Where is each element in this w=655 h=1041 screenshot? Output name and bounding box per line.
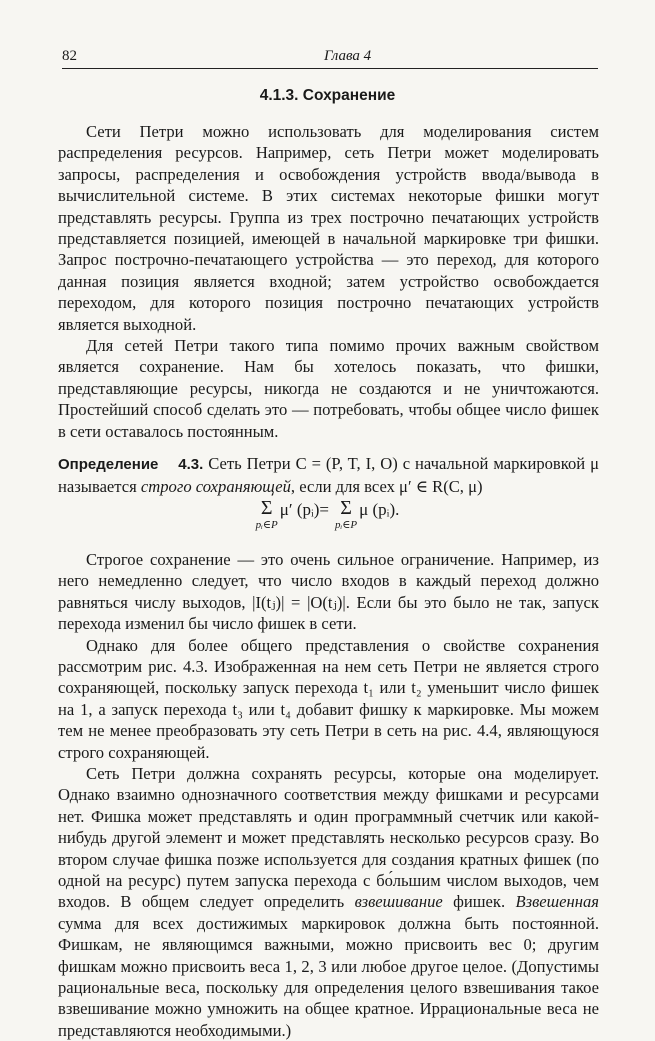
definition-paragraph (58, 453, 599, 497)
formula-right-term: μ (pᵢ). (359, 499, 400, 519)
paragraph-1: Сети Петри можно использовать для моделирования систем распределения ресурсов. Например, сеть Петри может моделировать запросы, распределения и освобождения устройств ввода/вывода в вычислительной системе. В этих системах некоторые фишки могут представлять ресурсы. Группа из трех построчно печатающих устройств представляется позицией, имеющей в начальной маркировке три фишки. Запрос построчно-печатающего устройства — это переход, для которого данная позиция является входной; затем устройство освобождается переходом, для которого позиция построчно печатающих устройств является выходной. (58, 122, 599, 334)
definition-label: Определение (58, 456, 159, 474)
formula-left-term: μ′ (pᵢ)= (279, 499, 330, 519)
definition-text-2: , если для всех μ′ ∈ R(C, μ) (290, 476, 483, 496)
page-header (62, 46, 598, 69)
definition-text-1: Сеть Петри C = (P, T, I, O) с начальной маркировкой μ называется (58, 454, 600, 496)
sum-left (255, 496, 278, 531)
conservation-formula (58, 496, 599, 547)
page-number: 82 (62, 48, 77, 64)
paragraph-4: Однако для более общего представления о свойстве сохранения рассмотрим рис. 4.3. Изображенная на нем сеть Петри не является строго сохраняющей, поскольку запуск перехода t₁ или t₂ уменьшит число фишек на 1, а запуск перехода t₃ или t₄ добавит фишку к маркировке. Мы можем тем не менее преобразовать эту сеть Петри в сеть на рис. 4.4, являющуюся строго сохраняющей. (58, 635, 599, 762)
section-title: 4.1.3. Сохранение (259, 87, 396, 104)
paragraph-5-part-2: фишек. (442, 892, 516, 912)
sigma-symbol: Σ (340, 496, 352, 519)
chapter-title: Глава 4 (324, 48, 372, 64)
paragraph-5-part-1: Сеть Петри должна сохранять ресурсы, которые она моделирует. Однако взаимно однозначного соответствия между фишками и ресурсами нет. Фишка может представлять и один программный счетчик или какой-нибудь другой элемент и может представлять несколько ресурсов сразу. Во втором случае фишка позже используется для создания кратных фишек (по одной на ресурс) путем запуска перехода с бо́льшим числом выходов, чем входов. В общем следует определить (58, 763, 599, 912)
definition-number: 4.3. (178, 456, 204, 474)
sum-right (335, 496, 358, 531)
paragraph-5 (58, 763, 599, 1041)
sum-subscript-left: pᵢ∈P (255, 518, 278, 531)
paragraph-5-part-3: сумма для всех достижимых маркировок должна быть постоянной. Фишкам, не являющимся важными, можно присвоить вес 0; другим фишкам можно присвоить веса 1, 2, 3 или любое другое целое. (Допустимы рациональные веса, поскольку для определения целого взвешивания такое взвешивание можно умножить на общее кратное. Иррациональные веса не представляются необходимыми.) (58, 913, 599, 1040)
body-text (58, 121, 599, 1041)
sigma-symbol: Σ (260, 496, 273, 519)
sum-subscript-right: pᵢ∈P (335, 518, 358, 531)
emphasis-weighted: Взвешенная (515, 892, 599, 912)
definition-term: строго сохраняющей (140, 476, 291, 496)
emphasis-weighting: взвешивание (354, 892, 443, 912)
paragraph-3: Строгое сохранение — это очень сильное ограничение. Например, из него немедленно следует, что число входов в каждый переход должно равняться числу выходов, |I(tⱼ)| = |O(tⱼ)|. Если бы это было не так, запуск перехода изменил бы число фишек в сети. (58, 549, 599, 634)
paragraph-2: Для сетей Петри такого типа помимо прочих важным свойством является сохранение. Нам бы хотелось показать, что фишки, представляющие ресурсы, никогда не создаются и не уничтожаются. Простейший способ сделать это — потребовать, чтобы общее число фишек в сети оставалось постоянным. (58, 336, 599, 441)
